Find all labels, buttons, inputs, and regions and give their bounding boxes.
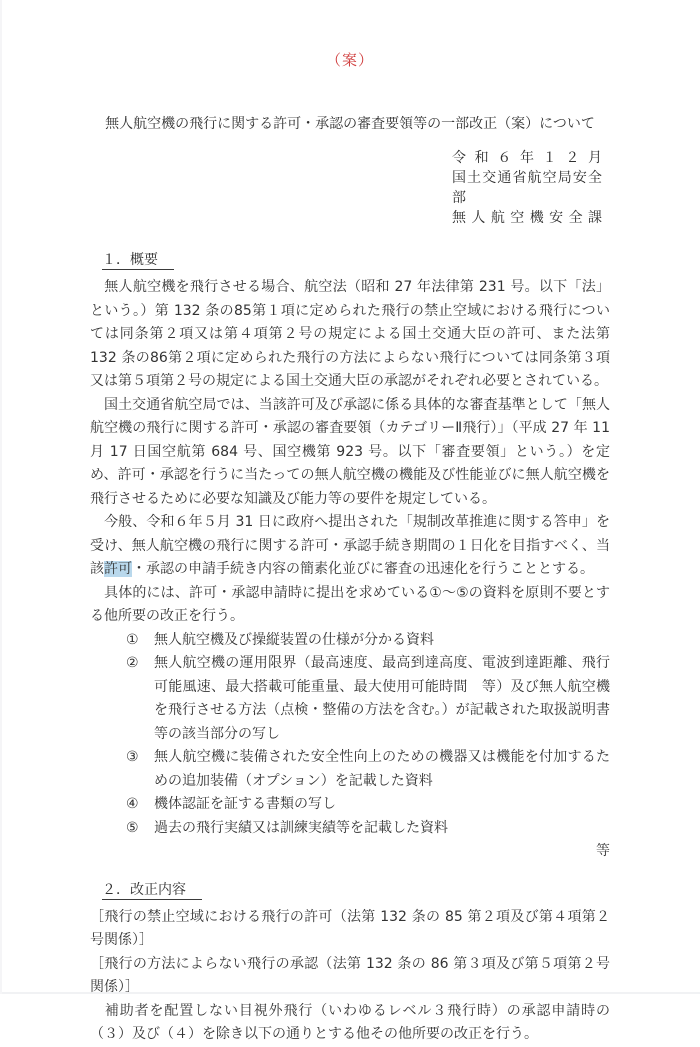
section2-heading-text: ２．改正内容 (102, 882, 202, 900)
list-item-text: 無人航空機に装備された安全性向上のための機器又は機能を付加するための追加装備（オプション）を記載した資料 (154, 749, 610, 789)
list-item-number: ① (126, 631, 139, 648)
list-item-number: ④ (126, 796, 139, 812)
org-line-division: 無人航空機安全課 (452, 210, 602, 226)
list-item-number: ⑤ (126, 819, 139, 836)
date-line: 令和６年１２月 (452, 150, 602, 166)
paragraph-3-text-pre: 今般、令和６年５月 31 日に政府へ提出された「規制改革推進に関する答申」を受け、無人航空機の飛行に関する許可・承認手続き期間の１日化を目指すべく、当該 (90, 514, 610, 577)
list-item-text: 無人航空機及び操縦装置の仕様が分かる資料 (154, 631, 434, 648)
document-title: 無人航空機の飛行に関する許可・承認の審査要領等の一部改正（案）について (105, 116, 595, 132)
section2-heading (102, 878, 610, 902)
list-item-text: 無人航空機の運用限界（最高速度、最高到達高度、電波到達距離、飛行可能風速、最大搭載可能重量、最大使用可能時間 等）及び無人航空機を飛行させる方法（点検・整備の方法を含む。）が記載された取扱説明書等の該当部分の写し (154, 655, 610, 742)
section1-heading-text: １．概要 (102, 252, 174, 270)
list-item (90, 629, 610, 653)
section1-heading (102, 248, 610, 272)
law-reference-line-1: ［飛行の禁止空域における飛行の許可（法第 132 条の 85 第２項及び第４項第２号関係）］ (90, 908, 610, 948)
list-item (90, 793, 610, 817)
list-item (90, 746, 610, 793)
section1-paragraph-3 (90, 511, 610, 582)
draft-label: （案） (325, 51, 374, 69)
meta-block (452, 148, 602, 228)
list-item-number: ② (126, 655, 139, 671)
paragraph-3-text-post: ・承認の申請手続き内容の簡素化並びに審査の迅速化を行うこととする。 (132, 561, 594, 577)
list-item (90, 652, 610, 746)
section1-paragraph-2: 国土交通省航空局では、当該許可及び承認に係る具体的な審査基準として「無人航空機の飛行に関する許可・承認の審査要領（カテゴリーⅡ飛行）」（平成 27 年 11 月 17 日国空航第 684 号、国空機第 923 号。以下「審査要領」という。）を定め、許可・承認を行うに当たっての無人航空機の機能及び性能並びに無人航空機を飛行させるために必要な知識及び能力等の要件を規定している。 (90, 396, 610, 507)
required-documents-list (90, 629, 610, 841)
law-reference-line-2: ［飛行の方法によらない飛行の承認（法第 132 条の 86 第３項及び第５項第２号関係）］ (90, 955, 610, 995)
section2-paragraph: 補助者を配置しない目視外飛行（いわゆるレベル３飛行時）の承認申請時の（３）及び（４）を除き以下の通りとする他その他所要の改正を行う。 (90, 1002, 610, 1042)
list-item (90, 817, 610, 841)
etc-label: 等 (596, 843, 610, 859)
org-line-department: 国土交通省航空局安全部 (452, 170, 602, 206)
section1-paragraph-1: 無人航空機を飛行させる場合、航空法（昭和 27 年法律第 231 号。以下「法」 という。）第 132 条の85第１項に定められた飛行の禁止空域における飛行については同条第２項又は第４項第２号の規定による国土交通大臣の許可、また法第 132 条の86第２項に定められた飛行の方法によらない飛行については同条第３項又は第５項第２号の規定による国土交通大臣の承認がそれぞれ必要とされている。 (90, 279, 610, 389)
document-body (90, 248, 610, 1047)
search-highlight: 許可 (104, 561, 132, 577)
list-item-number: ③ (126, 749, 139, 765)
list-item-text: 機体認証を証する書類の写し (154, 796, 336, 812)
section1-paragraph-4: 具体的には、許可・承認申請時に提出を求めている①～⑤の資料を原則不要とする他所要の改正を行う。 (90, 584, 610, 624)
list-item-text: 過去の飛行実績又は訓練実績等を記載した資料 (154, 819, 448, 836)
